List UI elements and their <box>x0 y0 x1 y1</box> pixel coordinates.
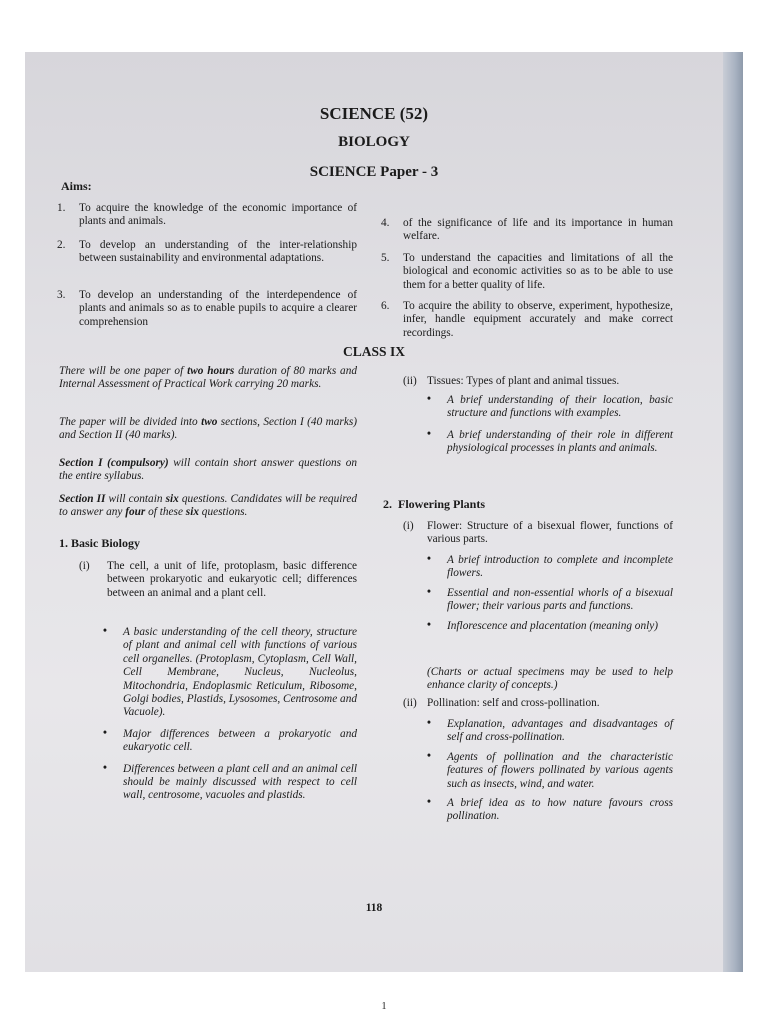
charts-note: (Charts or actual specimens may be used to help enhance clarity of concepts.) <box>427 666 673 692</box>
footer-page-number: 1 <box>381 1001 387 1012</box>
intro-text: questions. <box>198 506 248 519</box>
aim-item <box>57 239 357 266</box>
intro-paragraph-3 <box>59 457 357 484</box>
bullet-text: A brief introduction to complete and incomplete flowers. <box>447 554 673 580</box>
aim-item <box>381 300 673 340</box>
intro-emphasis: Section II <box>59 493 106 505</box>
bullet-item: • Agents of pollination and the characteristic features of flowers pollinated by various agents such as insects, wind, and water. <box>427 749 673 790</box>
intro-text: sections, Section I (40 marks) and Section II (40 marks). <box>59 416 357 442</box>
section-number: 1. <box>59 536 68 550</box>
bullet-item: • Differences between a plant cell and an animal cell should be mainly discussed with respect to cell wall, centrosome, vacuoles and plastids. <box>103 761 357 802</box>
intro-text: of these <box>145 506 186 519</box>
bullet-text: Inflorescence and placentation (meaning only) <box>447 619 659 632</box>
bullet-item: • Explanation, advantages and disadvantages of self and cross-pollination. <box>427 717 673 744</box>
intro-emphasis: two <box>201 416 218 428</box>
aim-item <box>57 289 357 329</box>
aim-text: To develop an understanding of the inter-relationship between sustainability and environmental adaptations. <box>79 239 357 265</box>
cell-bullets <box>99 626 357 803</box>
topic-cell <box>79 560 357 600</box>
intro-emphasis: six <box>185 506 199 519</box>
bullet-text: Agents of pollination and the characteristic features of flowers pollinated by various agents such as insects, wind, and water. <box>447 750 673 790</box>
page-title: SCIENCE (52) <box>319 104 429 123</box>
bullet-item: • A brief idea as to how nature favours cross pollination. <box>427 796 673 823</box>
intro-paragraph-2 <box>59 416 357 443</box>
subtopic-text: The cell, a unit of life, protoplasm, basic difference between prokaryotic and eukaryotic cell; differences between an animal and a plant cell. <box>107 560 357 599</box>
section-title: Basic Biology <box>71 536 141 550</box>
intro-text: The paper will be divided into <box>59 416 202 428</box>
intro-emphasis: six <box>165 493 179 505</box>
topic-flower <box>403 520 673 547</box>
intro-text: will contain short answer questions on the entire syllabus. <box>59 457 357 483</box>
aim-number: 3. <box>57 289 66 301</box>
page-number: 118 <box>365 902 383 914</box>
bullet-item: • Essential and non-essential whorls of a bisexual flower; their various parts and functions. <box>427 585 673 613</box>
intro-text: There will be one paper of <box>59 365 188 377</box>
intro-text: will contain <box>105 493 166 505</box>
pollination-bullets <box>423 718 673 824</box>
intro-paragraph-1 <box>59 365 357 392</box>
subtopic-number: (i) <box>403 520 414 532</box>
topic-pollination <box>403 697 673 710</box>
section-heading-flowering-plants <box>383 498 485 511</box>
aim-text: To understand the capacities and limitations of all the biological and economic activities so as to be able to use them for a better quality of life. <box>403 252 673 291</box>
bullet-item: • Major differences between a prokaryotic and eukaryotic cell. <box>103 726 357 754</box>
subtopic <box>403 375 673 388</box>
aim-text: To develop an understanding of the interdependence of plants and animals so as to enable pupils to acquire a clearer comprehension <box>79 289 357 328</box>
topic-tissues <box>403 375 673 388</box>
intro-emphasis: two hours <box>187 365 235 377</box>
intro-emphasis: four <box>125 506 146 519</box>
section-title: Flowering Plants <box>398 497 485 511</box>
intro-emphasis: Section I (compulsory) <box>59 457 169 469</box>
bullet-item: • A brief understanding of their location, basic structure and functions with examples. <box>427 393 673 420</box>
bullet-text: Essential and non-essential whorls of a bisexual flower; their various parts and functions. <box>447 586 673 613</box>
subtopic-number: (ii) <box>403 697 417 709</box>
subtopic-number: (ii) <box>403 375 417 387</box>
bullet-text: A brief understanding of their location, basic structure and functions with examples. <box>447 394 673 420</box>
bullet-item: • Inflorescence and placentation (meaning only) <box>427 618 659 632</box>
subtopic <box>403 697 673 710</box>
bullet-text: Differences between a plant cell and an animal cell should be mainly discussed with respect to cell wall, centrosome, vacuoles and plastids. <box>123 762 357 802</box>
section-number: 2. <box>383 497 392 511</box>
bullet-text: Major differences between a prokaryotic and eukaryotic cell. <box>123 727 357 754</box>
section-heading-basic-biology <box>59 537 140 550</box>
bullet-text: Explanation, advantages and disadvantages of self and cross-pollination. <box>447 718 673 744</box>
aim-item <box>381 217 673 244</box>
intro-text: duration of 80 marks and Internal Assessment of Practical Work carrying 20 marks. <box>59 365 357 391</box>
subject-heading: BIOLOGY <box>338 134 410 150</box>
aim-text: To acquire the ability to observe, experiment, hypothesize, infer, handle equipment accurately and make correct recordings. <box>403 300 673 339</box>
subtopic <box>79 560 357 600</box>
aims-heading: Aims: <box>61 179 92 193</box>
bullet-item: • A basic understanding of the cell theory, structure of plant and animal cell with functions of various cell organelles. (Protoplasm, Cytoplasm, Cell Wall, Cell Membrane, Nucleus, Nucleolus, Mitochondria, Endoplasmic Reticulum, Ribosome, Golgi bodies, Plastids, Lysosomes, Centrosome and Vacuole). <box>103 625 357 719</box>
aim-item <box>381 252 673 292</box>
aim-text: of the significance of life and its importance in human welfare. <box>403 217 673 243</box>
intro-paragraph-4 <box>59 493 357 520</box>
class-heading: CLASS IX <box>343 344 405 359</box>
aim-number: 2. <box>57 239 66 251</box>
bullet-text: A brief idea as to how nature favours cross pollination. <box>447 797 673 823</box>
syllabus-sheet <box>25 52 723 972</box>
scanned-page-photo <box>25 52 743 972</box>
flower-bullets <box>423 554 673 633</box>
aim-number: 5. <box>381 252 390 264</box>
paper-heading: SCIENCE Paper - 3 <box>309 164 439 180</box>
subtopic-text: Pollination: self and cross-pollination. <box>427 697 600 709</box>
subtopic-text: Flower: Structure of a bisexual flower, functions of various parts. <box>427 520 673 546</box>
aim-number: 6. <box>381 300 390 312</box>
subtopic-text: Tissues: Types of plant and animal tissues. <box>427 375 620 387</box>
subtopic-number: (i) <box>79 560 90 572</box>
page-edge <box>723 52 743 972</box>
bullet-item: • A brief understanding of their role in different physiological processes in plants and animals. <box>427 427 673 455</box>
aim-number: 1. <box>57 202 66 214</box>
bullet-item: • A brief introduction to complete and incomplete flowers. <box>427 553 673 580</box>
subtopic <box>403 520 673 547</box>
aim-number: 4. <box>381 217 390 229</box>
intro-text: questions. Candidates will be required to answer any <box>59 493 357 519</box>
aim-text: To acquire the knowledge of the economic importance of plants and animals. <box>79 202 357 228</box>
tissue-bullets <box>423 394 673 456</box>
bullet-text: A brief understanding of their role in different physiological processes in plants and animals. <box>447 428 673 455</box>
aim-item <box>57 202 357 229</box>
bullet-text: A basic understanding of the cell theory, structure of plant and animal cell with functions of various cell organelles. (Protoplasm, Cytoplasm, Cell Wall, Cell Membrane, Nucleus, Nucleolus, Mitochondria, Endoplasmic Reticulum, Ribosome, Golgi bodies, Plastids, Lysosomes, Centrosome and Vacuole). <box>123 626 357 719</box>
